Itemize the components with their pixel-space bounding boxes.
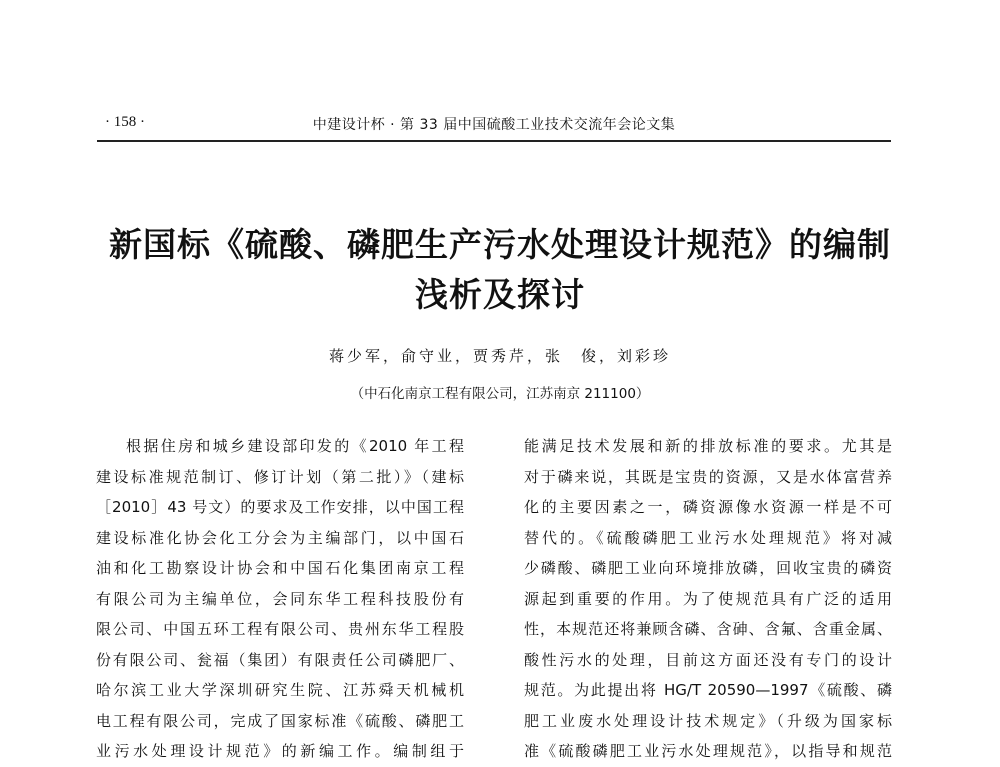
page-header [97, 112, 891, 142]
body-column-right [524, 431, 892, 767]
body-line: 能满足技术发展和新的排放标准的要求。尤其是 [524, 437, 892, 455]
affiliation: （中石化南京工程有限公司，江苏南京 211100） [350, 386, 650, 402]
body-line: 业污水处理设计规范》的新编工作。编制组于 [96, 742, 464, 760]
authors: 蒋少军，俞守业，贾秀芹，张 俊，刘彩珍 [328, 347, 671, 365]
body-line: 少磷酸、磷肥工业向环境排放磷，回收宝贵的磷资 [524, 559, 892, 577]
body-line: 油和化工勘察设计协会和中国石化集团南京工程 [96, 559, 464, 577]
article-title-line-1: 新国标《硫酸、磷肥生产污水处理设计规范》的编制 [109, 225, 891, 264]
body-line: 酸性污水的处理，目前这方面还没有专门的设计 [524, 650, 892, 669]
body-line: 有限公司为主编单位，会同东华工程科技股份有 [96, 589, 464, 608]
body-line: 源起到重要的作用。为了使规范具有广泛的适用 [524, 589, 892, 608]
running-head: 中建设计杯 · 第 33 届中国硫酸工业技术交流年会论文集 [312, 117, 676, 133]
body-line: 哈尔滨工业大学深圳研究生院、江苏舜天机械机 [96, 681, 464, 699]
body-line: 规范。为此提出将 HG/T 20590—1997《硫酸、磷 [524, 681, 892, 699]
body-line: 限公司、中国五环工程有限公司、贵州东华工程股 [96, 620, 464, 638]
body-line: 建设标准规范制订、修订计划（第二批）》（建标 [96, 467, 464, 486]
article-title-line-2: 浅析及探讨 [415, 275, 585, 314]
body-line: ［2010］43 号文）的要求及工作安排，以中国工程 [96, 498, 464, 516]
body-line: 电工程有限公司，完成了国家标准《硫酸、磷肥工 [96, 711, 464, 730]
body-line: 份有限公司、瓮福（集团）有限责任公司磷肥厂、 [96, 650, 464, 669]
body-line: 根据住房和城乡建设部印发的《2010 年工程 [126, 437, 464, 455]
body-line: 对于磷来说，其既是宝贵的资源，又是水体富营养 [524, 467, 892, 486]
body-line: 肥工业废水处理设计技术规定》（升级为国家标 [524, 711, 892, 730]
body-line: 性，本规范还将兼顾含磷、含砷、含氟、含重金属、 [524, 620, 892, 638]
body-line: 准《硫酸磷肥工业污水处理规范》，以指导和规范 [524, 742, 892, 760]
body-line: 建设标准化协会化工分会为主编部门，以中国石 [96, 528, 464, 547]
body-line: 替代的。《硫酸磷肥工业污水处理规范》将对减 [524, 528, 892, 547]
body-column-left [96, 431, 464, 767]
page-number: · 158 · [105, 114, 145, 130]
body-line: 化的主要因素之一，磷资源像水资源一样是不可 [524, 498, 892, 516]
